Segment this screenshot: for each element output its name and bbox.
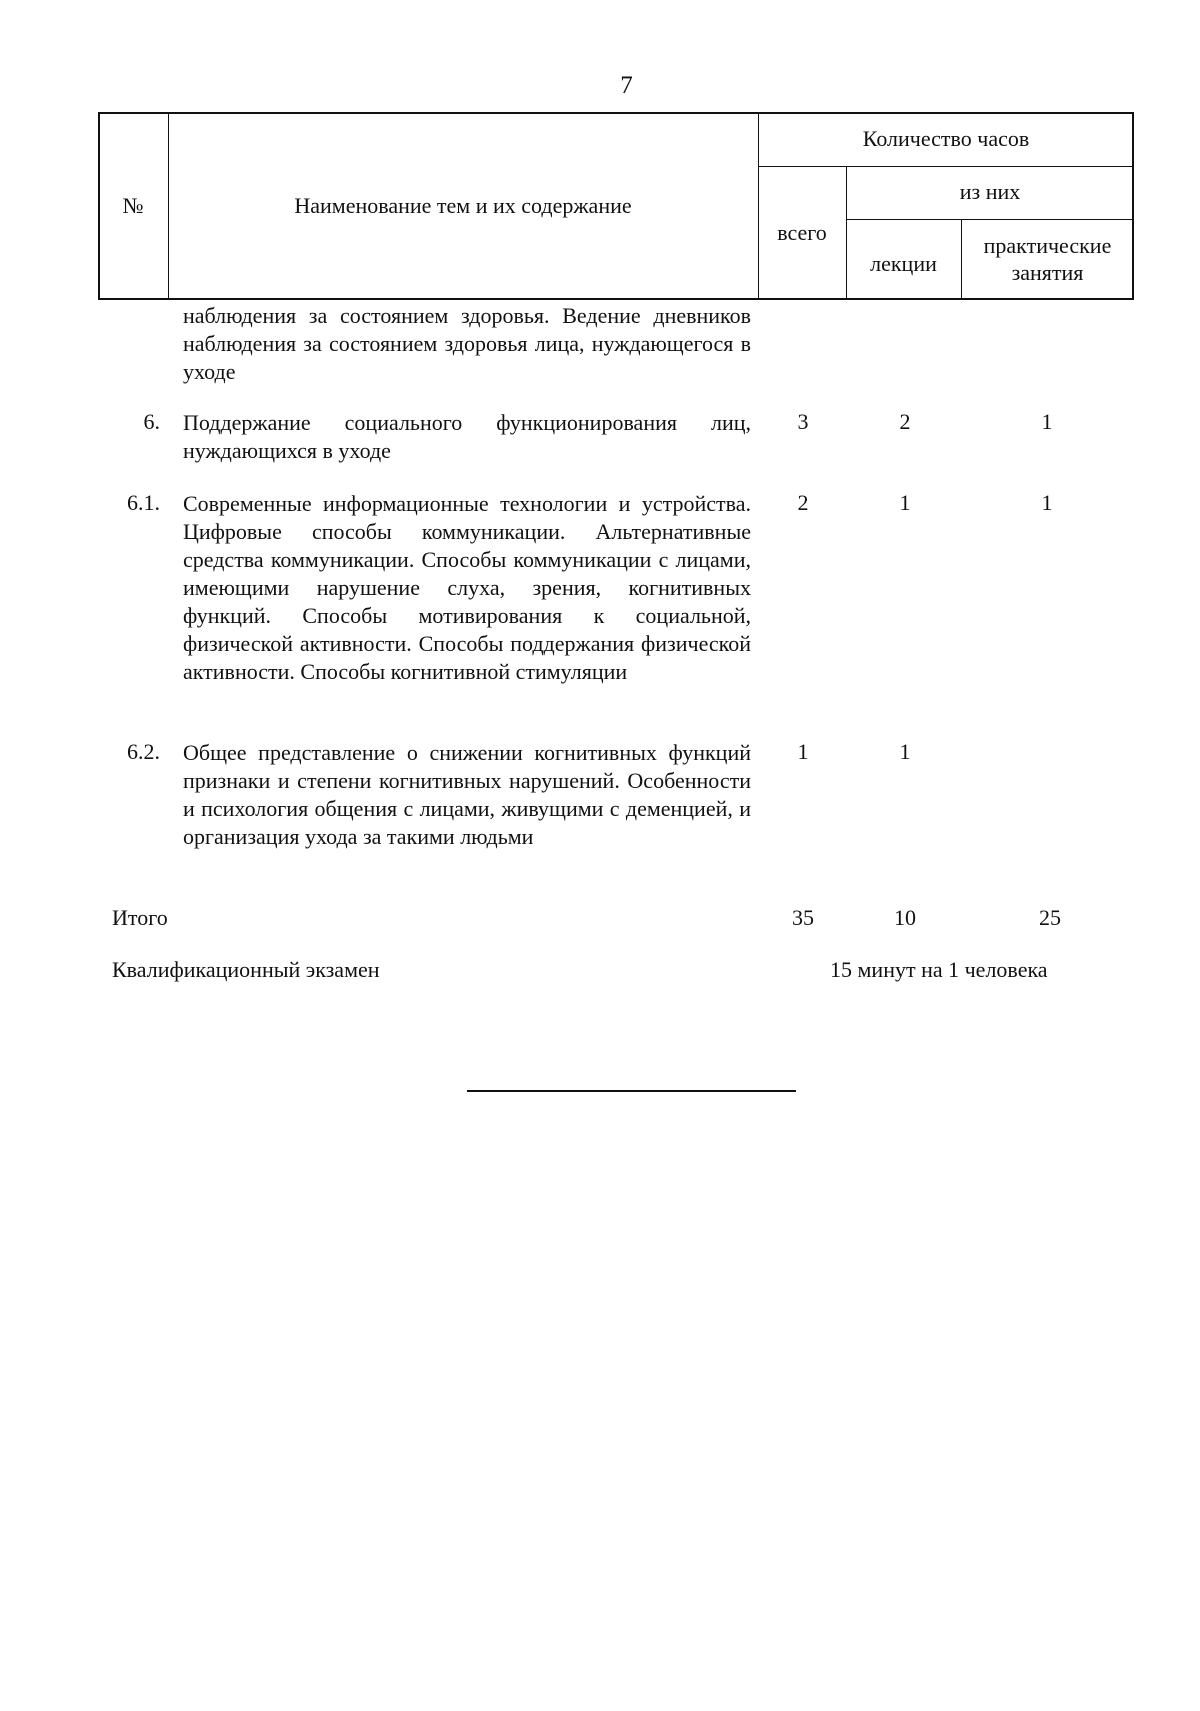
row-text: Поддержание социального функционирования лиц, нуждающихся в уходе xyxy=(183,410,751,463)
end-divider xyxy=(467,1090,796,1092)
header-number: № xyxy=(122,192,144,218)
total-label: Итого xyxy=(112,905,168,930)
row-text: Общее представление о снижении когнитивных функций признаки и степени когнитивных нарушений. Особенности и психология общения с лицами, живущими с деменцией, и организация ухода за такими людьми xyxy=(183,740,751,849)
row-number: 6. xyxy=(143,409,160,434)
total-hours: 35 xyxy=(792,905,814,930)
header-title: Наименование тем и их содержание xyxy=(294,192,632,218)
page-number: 7 xyxy=(620,72,633,99)
row-practical: 1 xyxy=(1041,409,1053,434)
header-lectures: лекции xyxy=(870,251,937,277)
header-practical-label: практические занятия xyxy=(983,233,1112,285)
header-practical xyxy=(961,219,1134,300)
row-total: 3 xyxy=(797,409,809,434)
exam-value: 15 минут на 1 человека xyxy=(830,957,1048,982)
header-of-them: из них xyxy=(959,179,1021,205)
header-hours: Количество часов xyxy=(862,125,1030,151)
row-total: 2 xyxy=(797,490,809,515)
table-header xyxy=(98,112,1134,300)
row-lectures: 1 xyxy=(899,739,911,764)
row-lectures: 2 xyxy=(899,409,911,434)
row-lectures: 1 xyxy=(899,490,911,515)
row-total: 1 xyxy=(797,739,809,764)
total-practical: 25 xyxy=(1039,905,1061,930)
header-total: всего xyxy=(777,219,827,245)
total-lectures: 10 xyxy=(894,905,916,930)
row-number: 6.1. xyxy=(127,490,160,515)
exam-label: Квалификационный экзамен xyxy=(112,957,380,982)
row-number: 6.2. xyxy=(127,739,160,764)
row-practical: 1 xyxy=(1041,490,1053,515)
row-text: Современные информационные технологии и устройства. Цифровые способы коммуникации. Альтернативные средства коммуникации. Способы коммуникации с лицами, имеющими нарушение слуха, зрения, когнитивных функций. Способы мотивирования к социальной, физической активности. Способы поддержания физической активности. Способы когнитивной стимуляции xyxy=(183,491,751,684)
row-text: наблюдения за состоянием здоровья. Ведение дневников наблюдения за состоянием здоровья лица, нуждающегося в уходе xyxy=(183,303,751,384)
